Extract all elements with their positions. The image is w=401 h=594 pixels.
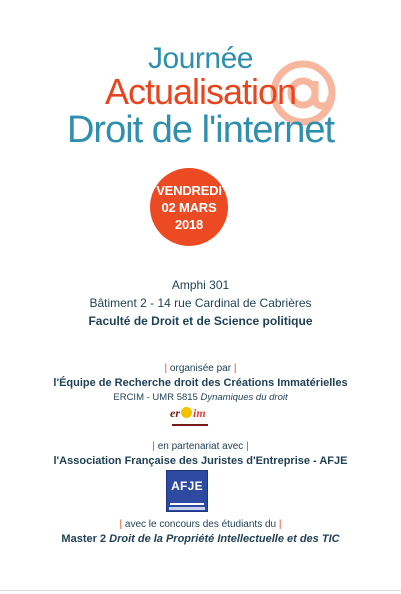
organizer-section xyxy=(0,362,401,405)
students-section xyxy=(0,518,401,547)
pipe-divider: | xyxy=(278,519,282,530)
program-prefix: Master 2 xyxy=(61,533,107,545)
organizer-unit-italic: Dynamiques du droit xyxy=(200,392,288,403)
afje-logo xyxy=(166,470,208,512)
organizer-unit: ERCIM - UMR 5815 xyxy=(113,392,198,403)
title-line-1: Journée xyxy=(148,42,253,75)
organizer-label: organisée par xyxy=(169,363,232,374)
organizer-label-row xyxy=(0,362,401,376)
students-program xyxy=(0,532,401,547)
venue-faculty: Faculté de Droit et de Science politique xyxy=(88,314,313,328)
venue-info xyxy=(0,276,401,330)
pipe-divider: | xyxy=(246,441,249,452)
partner-label: en partenariat avec xyxy=(157,441,244,452)
ercim-dot-icon xyxy=(181,407,192,418)
ercim-logo: er im xyxy=(170,406,206,420)
date-day: VENDREDI xyxy=(156,182,222,198)
students-label-row xyxy=(0,518,401,532)
pipe-divider: | xyxy=(233,363,237,374)
pipe-divider: | xyxy=(152,441,155,452)
pipe-divider: | xyxy=(119,519,123,530)
title-line-2: Actualisation xyxy=(104,71,297,112)
partner-label-row xyxy=(0,440,401,454)
students-label: avec le concours des étudiants du xyxy=(124,519,277,530)
ercim-logo-underline xyxy=(172,424,208,426)
organizer-unit-row xyxy=(0,391,401,405)
program-name: Droit de la Propriété Intellectuelle et des TIC xyxy=(109,533,340,545)
date-badge xyxy=(150,168,228,246)
partner-name: l'Association Française des Juristes d'Entreprise - AFJE xyxy=(53,455,348,467)
date-date: 02 MARS xyxy=(161,199,217,215)
venue-room: Amphi 301 xyxy=(171,278,230,292)
venue-address: Bâtiment 2 - 14 rue Cardinal de Cabrières xyxy=(89,296,312,310)
bottom-divider xyxy=(0,590,401,591)
partner-section xyxy=(0,440,401,469)
event-title xyxy=(0,44,401,150)
pipe-divider: | xyxy=(164,363,168,374)
title-line-3: Droit de l'internet xyxy=(66,109,335,151)
organizer-name: l'Équipe de Recherche droit des Créations Immatérielles xyxy=(53,377,348,389)
date-year: 2018 xyxy=(174,216,204,232)
afje-logo-text: AFJE xyxy=(171,479,203,493)
